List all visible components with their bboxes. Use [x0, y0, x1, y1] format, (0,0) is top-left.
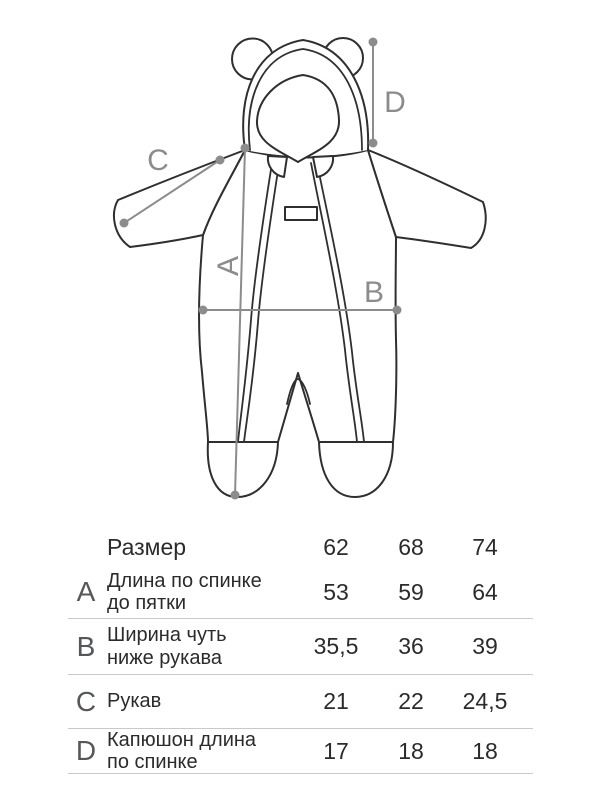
row-value: 39 — [472, 633, 498, 659]
size-table — [68, 529, 533, 774]
size-column-74: 74 — [472, 534, 498, 560]
row-letter: B — [76, 630, 96, 662]
row-value: 22 — [398, 688, 424, 714]
row-letter: A — [76, 576, 96, 607]
size-label: Размер — [107, 534, 187, 560]
row-letter: C — [75, 685, 97, 717]
dimension-line-d — [369, 38, 406, 148]
row-value: 18 — [398, 737, 424, 764]
table-row-b — [68, 619, 533, 675]
row-description: Рукав — [107, 690, 162, 713]
row-description: Длина по спинке до пятки — [107, 569, 262, 614]
row-description: Ширина чуть ниже рукава — [107, 624, 227, 669]
dimension-label-c: C — [147, 144, 169, 177]
row-value: 53 — [323, 578, 349, 605]
chest-label-patch — [285, 207, 317, 220]
table-row-d — [68, 729, 533, 774]
dimension-label-a: A — [212, 255, 245, 277]
row-value: 21 — [323, 688, 349, 714]
dimension-label-b: B — [363, 276, 385, 309]
row-value: 18 — [472, 737, 498, 764]
row-value: 24,5 — [462, 688, 508, 714]
row-value: 36 — [398, 633, 424, 659]
table-row-a — [68, 566, 533, 619]
row-value: 35,5 — [313, 633, 359, 659]
dimension-label-d: D — [384, 86, 406, 119]
size-column-68: 68 — [398, 534, 424, 560]
table-row-c — [68, 675, 533, 729]
row-value: 64 — [472, 578, 498, 605]
row-value: 17 — [323, 737, 349, 764]
body-outline — [199, 150, 396, 497]
row-description: Капюшон длина по спинке — [107, 729, 257, 774]
size-table-header — [68, 529, 533, 566]
size-column-62: 62 — [323, 534, 349, 560]
row-letter: D — [75, 735, 97, 767]
row-value: 59 — [398, 578, 424, 605]
